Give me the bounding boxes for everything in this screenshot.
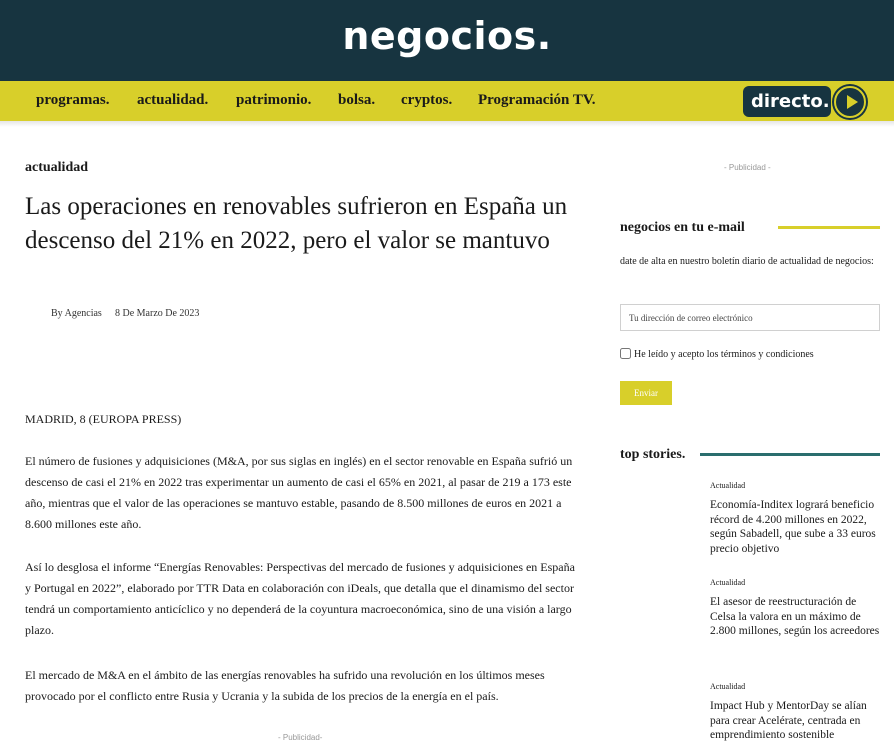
- article-author[interactable]: By Agencias: [51, 308, 102, 319]
- article-ad-label: - Publicidad-: [278, 733, 323, 742]
- article-paragraph: El mercado de M&A en el ámbito de las energías renovables ha sufrido una revolución en los últimos meses provocado por el conflicto entre Rusia y Ucrania y la subida de los precios de la energía en el país.: [25, 668, 545, 703]
- story-title[interactable]: El asesor de reestructuración de Celsa la valora en un máximo de 2.800 millones, según los acreedores: [710, 596, 880, 637]
- play-button[interactable]: [834, 86, 866, 118]
- nav-programacion-tv[interactable]: Programación TV.: [478, 92, 596, 108]
- article-paragraph: Así lo desglosa el informe “Energías Renovables: Perspectivas del mercado de fusiones y adquisiciones en España y Portugal en 2022”, elaborado por TTR Data en colaboración con iDeals, que detalla que el dinamismo del sector tendrá un comportamiento anticíclico y no dependerá de la coyuntura macroeconómica, sino de una visión a largo plazo.: [25, 560, 575, 637]
- story-category[interactable]: Actualidad: [710, 682, 746, 691]
- directo-button[interactable]: directo.: [743, 86, 831, 117]
- top-stories-divider: [700, 453, 880, 456]
- story-category[interactable]: Actualidad: [710, 481, 746, 490]
- article-paragraph: MADRID, 8 (EUROPA PRESS): [25, 412, 182, 426]
- nav-patrimonio[interactable]: patrimonio.: [236, 92, 312, 108]
- article-paragraph: El número de fusiones y adquisiciones (M&A, por sus siglas en inglés) en el sector renovable en España sufrió un descenso de casi el 21% en 2022 tras experimentar un aumento de casi el 65% en 2021, al pasar de 219 a 173 este año, mientras que el valor de las operaciones se mantuvo estable, pasando de 8.500 millones de euros en 2021 a 8.600 millones este año.: [25, 454, 573, 531]
- site-header: [0, 0, 894, 81]
- article-title: Las operaciones en renovables sufrieron en España un descenso del 21% en 2022, pero el valor se mantuvo: [25, 193, 568, 254]
- nav-shadow: [0, 121, 894, 127]
- newsletter-divider: [778, 226, 880, 229]
- nav-cryptos[interactable]: cryptos.: [401, 92, 453, 108]
- top-stories-heading: top stories.: [620, 447, 686, 462]
- article-category[interactable]: actualidad: [25, 160, 89, 175]
- nav-bolsa[interactable]: bolsa.: [338, 92, 376, 108]
- story-title[interactable]: Impact Hub y MentorDay se alían para crear Acelérate, centrada en emprendimiento sostenible: [710, 700, 867, 741]
- story-title[interactable]: Economía-Inditex logrará beneficio récord de 4.200 millones en 2022, según Sabadell, que sube a 33 euros precio objetivo: [710, 499, 876, 555]
- sidebar-ad-label: - Publicidad -: [724, 163, 771, 172]
- email-input[interactable]: [620, 304, 880, 331]
- article-date: 8 De Marzo De 2023: [115, 308, 200, 319]
- nav-programas[interactable]: programas.: [36, 92, 110, 108]
- terms-label: He leído y acepto los términos y condiciones: [634, 349, 814, 360]
- submit-newsletter-button[interactable]: Enviar: [620, 381, 672, 405]
- nav-actualidad[interactable]: actualidad.: [137, 92, 209, 108]
- newsletter-description: date de alta en nuestro boletín diario de actualidad de negocios:: [620, 256, 874, 267]
- play-icon: [847, 95, 858, 109]
- story-category[interactable]: Actualidad: [710, 578, 746, 587]
- site-logo[interactable]: negocios.: [342, 14, 552, 58]
- newsletter-heading: negocios en tu e-mail: [620, 220, 745, 235]
- terms-checkbox[interactable]: [620, 348, 631, 359]
